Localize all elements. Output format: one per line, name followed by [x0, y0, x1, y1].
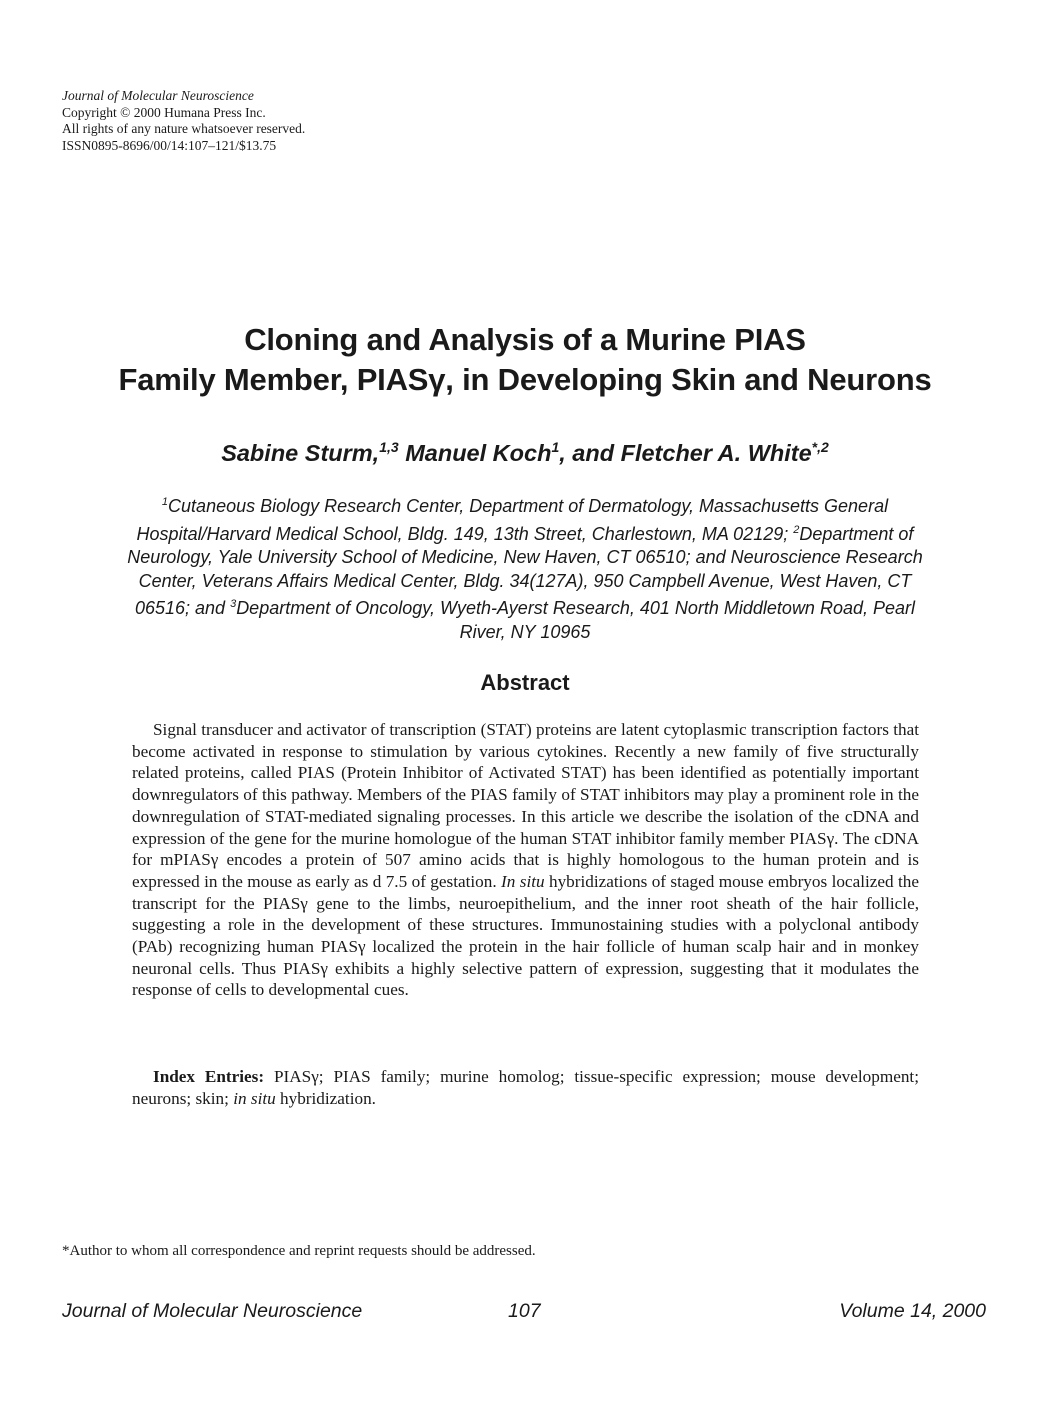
issn: ISSN0895-8696/00/14:107–121/$13.75 — [62, 137, 277, 153]
author-name: , and Fletcher A. White — [559, 439, 812, 466]
author-list — [0, 439, 1050, 467]
author-affil-sup: *,2 — [811, 439, 829, 455]
index-label: Index Entries: — [153, 1067, 265, 1086]
title-line-1: Cloning and Analysis of a Murine PIAS — [244, 322, 806, 357]
footer-journal: Journal of Molecular Neuroscience — [62, 1300, 363, 1322]
correspondence-footnote: *Author to whom all correspondence and reprint requests should be addressed. — [62, 1243, 536, 1259]
index-entries — [132, 1066, 919, 1109]
abstract-text: Signal transducer and activator of transcription (STAT) proteins are latent cytoplasmic transcription factors that become activated in response to stimulation by various cytokines. Recently a new family of five structurally related proteins, called PIAS (Protein Inhibitor of Activated STAT) has been identified as potentially important downregulators of this pathway. Members of the PIAS family of STAT inhibitors may play a prominent role in the downregulation of STAT-mediated signaling processes. In this article we describe the isolation of the cDNA and expression of the gene for the murine homologue of the human STAT inhibitor family member PIASγ. The cDNA for mPIASγ encodes a protein of 507 amino acids that is highly homologous to the human protein and is expressed in the mouse as early as d 7.5 of gestation. — [132, 720, 919, 891]
affiliations — [110, 491, 940, 644]
index-text: PIASγ; PIAS family; murine homolog; tissue-specific expression; mouse development; neurons; skin; — [132, 1067, 919, 1108]
index-text: hybridization. — [275, 1088, 376, 1108]
page-footer — [62, 1300, 986, 1323]
paper-title — [0, 320, 1050, 400]
abstract-text: hybridizations of staged mouse embryos localized the transcript for the PIASγ gene to the limbs, neuroepithelium, and the inner root sheath of the hair follicle, suggesting a role in the development of these structures. Immunostaining studies with a polyclonal antibody (PAb) recognizing human PIASγ localized the protein in the hair follicle of human scalp hair and in monkey neuronal cells. Thus PIASγ exhibits a highly selective pattern of expression, suggesting that it modulates the response of cells to developmental cues. — [132, 871, 919, 1000]
affiliation-2: Department of Neurology, Yale University School of Medicine, New Haven, CT 06510; and Neuroscience Research Center, Veterans Affairs Medical Center, Bldg. 34(127A), 950 Campbell Avenue, West Haven, CT 06516; and — [127, 523, 923, 618]
abstract-body — [132, 719, 919, 1001]
journal-name: Journal of Molecular Neuroscience — [62, 88, 254, 103]
affil-sup: 2 — [793, 523, 800, 536]
abstract-italic: In situ — [501, 871, 545, 891]
abstract-heading: Abstract — [480, 670, 570, 695]
page-number: 107 — [508, 1300, 541, 1322]
footer-volume: Volume 14, 2000 — [839, 1300, 986, 1322]
author-name: Sabine Sturm, — [221, 439, 380, 466]
author-name: Manuel Koch — [398, 439, 552, 466]
affiliation-1: Cutaneous Biology Research Center, Department of Dermatology, Massachusetts General Hospital/Harvard Medical School, Bldg. 149, 13th Street, Charlestown, MA 02129; — [136, 496, 889, 544]
author-affil-sup: 1 — [551, 439, 560, 455]
journal-header — [62, 88, 305, 154]
affil-sup: 3 — [230, 598, 237, 610]
rights-statement: All rights of any nature whatsoever reserved. — [62, 121, 306, 136]
copyright: Copyright © 2000 Humana Press Inc. — [62, 104, 266, 120]
title-line-2: Family Member, PIASγ, in Developing Skin and Neurons — [118, 362, 932, 397]
affil-sup: 1 — [161, 496, 169, 508]
author-affil-sup: 1,3 — [379, 439, 399, 455]
index-italic: in situ — [233, 1088, 276, 1108]
affiliation-3: Department of Oncology, Wyeth-Ayerst Research, 401 North Middletown Road, Pearl River, NY 10965 — [236, 598, 916, 642]
